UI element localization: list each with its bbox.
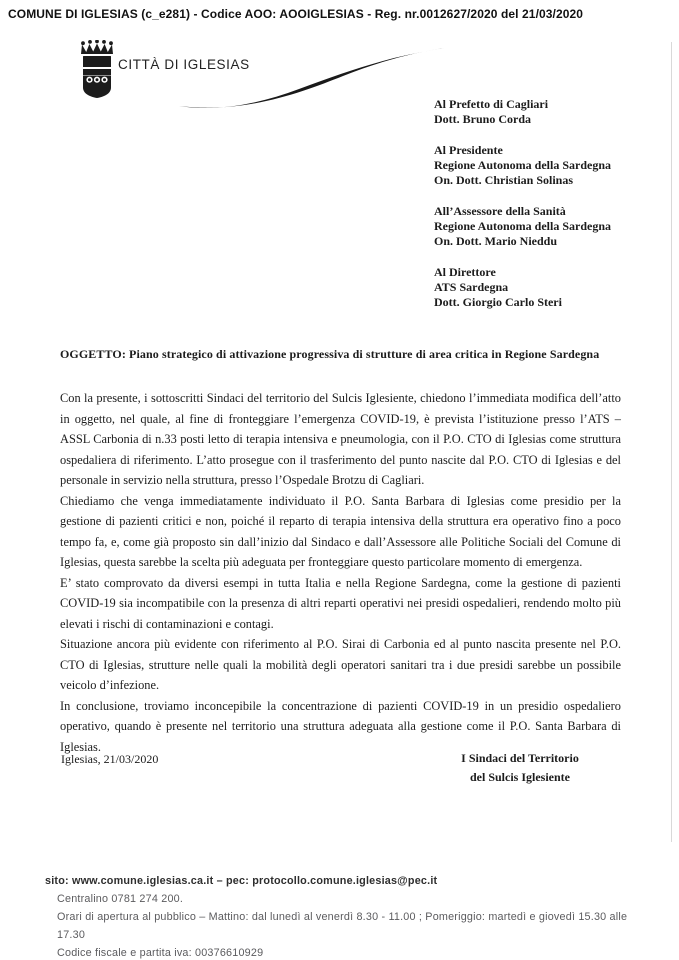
body-paragraph: Situazione ancora più evidente con riferimento al P.O. Sirai di Carbonia ed al punto nascita presente nel P.O. CTO di Iglesias, strutture nelle quali la mobilità degli operatori sanitari tra i due presidi sarebbe un possibile veicolo d’infezione.: [60, 637, 621, 692]
recipient-line: Al Direttore: [434, 265, 496, 279]
signature-line: I Sindaci del Territorio: [461, 751, 579, 765]
recipient-assessore-sanita: [434, 204, 664, 249]
footer-site-pec: sito: www.comune.iglesias.ca.it – pec: protocollo.comune.iglesias@pec.it: [45, 875, 438, 887]
footer-block: [45, 872, 645, 960]
recipient-line: Al Prefetto di Cagliari: [434, 97, 549, 111]
body-paragraph: In conclusione, troviamo inconcepibile la concentrazione di pazienti COVID-19 in un presidio ospedaliero operativo, quando è presente nel territorio una struttura adeguata alla gestione come il P.O. Santa Barbara di Iglesias.: [60, 698, 621, 754]
signature-block: [452, 749, 588, 786]
recipient-direttore-ats: [434, 265, 664, 310]
decorative-swoosh-icon: [177, 47, 447, 113]
recipient-line: All’Assessore della Sanità: [434, 204, 566, 218]
recipient-line: Dott. Bruno Corda: [434, 112, 532, 126]
footer-phone: Centralino 0781 274 200.: [57, 893, 184, 905]
city-coat-of-arms-icon: [79, 40, 115, 98]
date-place-line: Iglesias, 21/03/2020: [61, 752, 159, 766]
footer-hours: Orari di apertura al pubblico – Mattino: dal lunedì al venerdì 8.30 - 11.00 ; Pomeriggio: martedì e giovedì 15.30 alle 17.30: [57, 911, 628, 941]
body-paragraph: E’ stato comprovato da diversi esempi in tutta Italia e nella Regione Sardegna, come la gestione di pazienti COVID-19 sia incompatibile con la presenza di altri reparti operativi nei presidi ospedalieri, rendendo molto più elevati i rischi di contaminazioni e contagi.: [60, 575, 621, 631]
scan-edge-artifact: [671, 42, 672, 842]
recipients-block: [434, 97, 664, 326]
letter-body: [60, 388, 621, 757]
recipient-line: On. Dott. Christian Solinas: [434, 173, 574, 187]
recipient-line: Regione Autonoma della Sardegna: [434, 158, 612, 172]
subject-line: OGGETTO: Piano strategico di attivazione progressiva di strutture di area critica in Regione Sardegna: [60, 347, 600, 361]
body-paragraph: Chiediamo che venga immediatamente individuato il P.O. Santa Barbara di Iglesias come presidio per la gestione di pazienti critici e non, poiché il reparto di terapia intensiva della struttura era operativo fino a poco tempo fa, e, come già proposto sin dall’inizio dal Sindaco e dall’Assessore alle Politiche Sociali del Comune di Iglesias, questa sarebbe la scelta più adeguata per fronteggiare questo particolare momento di emergenza.: [60, 493, 621, 569]
recipient-prefetto: [434, 97, 664, 127]
footer-tax-code: Codice fiscale e partita iva: 00376610929: [57, 947, 264, 959]
signature-line: del Sulcis Iglesiente: [469, 769, 570, 784]
recipient-line: Regione Autonoma della Sardegna: [434, 219, 612, 233]
recipient-presidente-regione: [434, 143, 664, 188]
city-name-label: CITTÀ DI IGLESIAS: [118, 57, 250, 72]
registration-header: COMUNE DI IGLESIAS (c_e281) - Codice AOO: AOOIGLESIAS - Reg. nr.0012627/2020 del 21/03/2020: [8, 7, 584, 21]
recipient-line: ATS Sardegna: [434, 280, 509, 294]
recipient-line: Al Presidente: [434, 143, 503, 157]
recipient-line: On. Dott. Mario Nieddu: [434, 234, 557, 248]
body-paragraph: Con la presente, i sottoscritti Sindaci del territorio del Sulcis Iglesiente, chiedono l’immediata modifica dell’atto in oggetto, nel quale, al fine di fronteggiare l’emergenza COVID-19, è prevista l’istituzione presso l’ATS – ASSL Carbonia di n.33 posti letto di terapia intensiva e pneumologia, con il P.O. CTO di Iglesias come struttura ospedaliera di riferimento. L’atto prosegue con il trasferimento del punto nascite dal P.O. CTO di Iglesias e del personale in servizio nella struttura, presso l’Ospedale Brotzu di Cagliari.: [60, 391, 621, 487]
recipient-line: Dott. Giorgio Carlo Steri: [434, 295, 562, 309]
